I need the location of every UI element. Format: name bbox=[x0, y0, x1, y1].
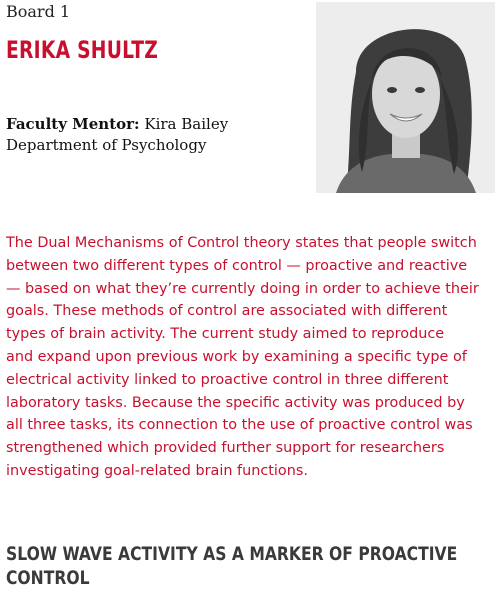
abstract-line: and expand upon previous work by examining a specific type of bbox=[6, 348, 467, 365]
student-photo bbox=[316, 2, 495, 193]
abstract-line: The Dual Mechanisms of Control theory states that people switch bbox=[6, 235, 477, 251]
abstract-text bbox=[6, 232, 492, 483]
portrait-image bbox=[316, 2, 495, 193]
mentor-line bbox=[6, 114, 228, 135]
abstract-line: strengthened which provided further support for researchers bbox=[6, 440, 445, 457]
abstract-line: laboratory tasks. Because the specific activity was produced by bbox=[6, 394, 465, 411]
abstract-line: all three tasks, its connection to the use of proactive control was bbox=[6, 417, 473, 434]
mentor-name: Kira Bailey bbox=[144, 115, 229, 133]
mentor-block bbox=[6, 114, 228, 156]
abstract-line: investigating goal-related brain functions. bbox=[6, 462, 308, 479]
student-name: ERIKA SHULTZ bbox=[6, 36, 159, 64]
abstract-line: goals. These methods of control are associated with different bbox=[6, 303, 448, 320]
title-line: SLOW WAVE ACTIVITY AS A MARKER OF PROACTIVE bbox=[6, 543, 458, 565]
title-line: CONTROL bbox=[6, 567, 90, 589]
abstract-line: — based on what they’re currently doing in order to achieve their bbox=[6, 280, 479, 297]
project-title bbox=[6, 542, 457, 590]
abstract-line: between two different types of control — proactive and reactive bbox=[6, 257, 468, 274]
board-number: Board 1 bbox=[6, 2, 71, 21]
mentor-department: Department of Psychology bbox=[6, 136, 207, 154]
abstract-line: types of brain activity. The current study aimed to reproduce bbox=[6, 326, 445, 343]
abstract-line: electrical activity linked to proactive control in three different bbox=[6, 371, 449, 388]
mentor-label: Faculty Mentor: bbox=[6, 115, 140, 133]
